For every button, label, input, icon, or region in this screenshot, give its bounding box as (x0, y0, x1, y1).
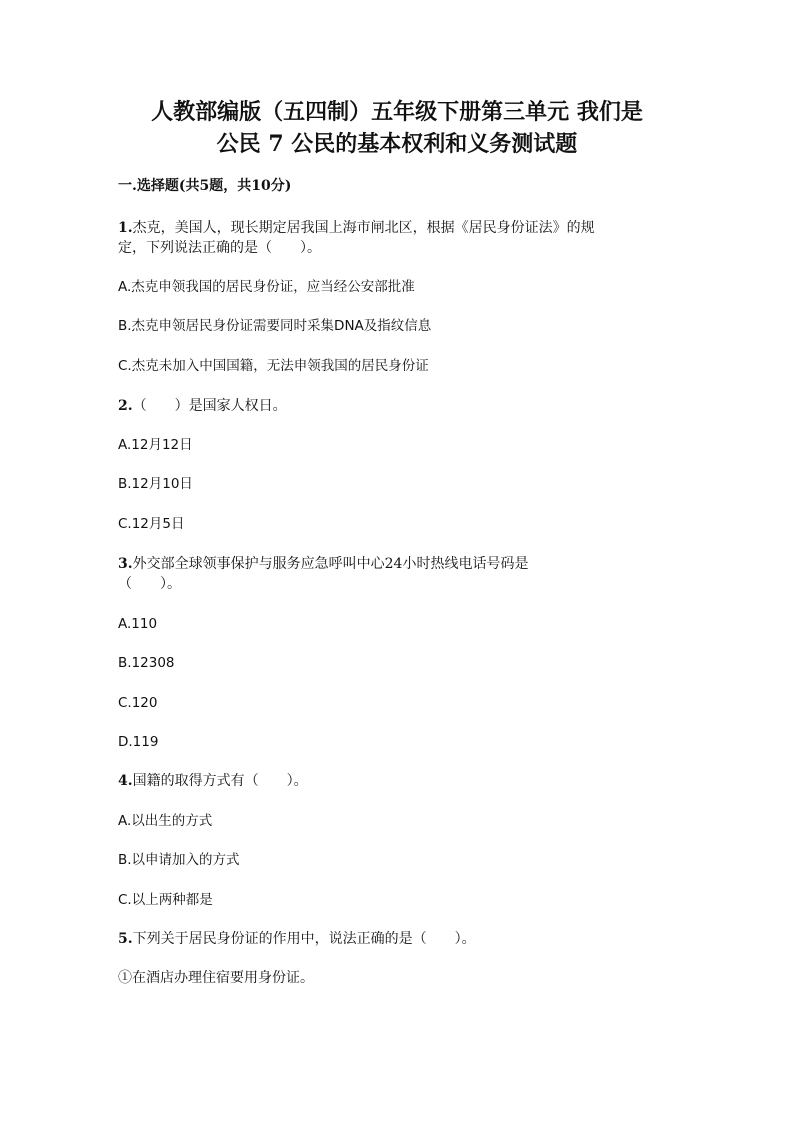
question-5-text: 下列关于居民身份证的作用中，说法正确的是（ ）。 (132, 931, 476, 947)
document-title-line-2: 公民 7 公民的基本权利和义务测试题 (216, 131, 578, 157)
question-3-text: 外交部全球领事保护与服务应急呼叫中心24小时热线电话号码是 (132, 556, 529, 572)
question-2-option-c: C.12月5日 (118, 516, 185, 532)
question-1-number: 1. (118, 220, 133, 236)
question-3-stem-line-1 (118, 554, 528, 574)
question-5-number: 5. (118, 931, 133, 947)
question-4-text: 国籍的取得方式有（ ）。 (132, 773, 308, 789)
question-2-option-a: A.12月12日 (118, 437, 193, 453)
question-1-text: 杰克，美国人，现长期定居我国上海市闸北区，根据《居民身份证法》的规 (132, 220, 595, 236)
question-1-option-b: B.杰克申领居民身份证需要同时采集DNA及指纹信息 (118, 318, 432, 334)
question-1-stem-line-1 (118, 218, 595, 238)
question-4-option-a: A.以出生的方式 (118, 813, 213, 829)
question-3-option-d: D.119 (118, 734, 159, 750)
question-3-option-b: B.12308 (118, 655, 175, 671)
question-4-option-b: B.以申请加入的方式 (118, 852, 240, 868)
question-4-number: 4. (118, 773, 133, 789)
document-title-line-1: 人教部编版（五四制）五年级下册第三单元 我们是 (151, 99, 643, 125)
question-3-option-a: A.110 (118, 616, 158, 632)
question-1-option-a: A.杰克申领我国的居民身份证，应当经公安部批准 (118, 279, 415, 295)
question-2-number: 2. (118, 398, 133, 414)
question-3-stem-line-2: （ ）。 (118, 576, 181, 592)
question-3-option-c: C.120 (118, 695, 158, 711)
question-5-statement-1: ①在酒店办理住宿要用身份证。 (118, 970, 314, 986)
section-heading: 一.选择题(共5题，共10分) (118, 178, 292, 194)
question-2-option-b: B.12月10日 (118, 476, 193, 492)
question-4-stem (118, 771, 308, 791)
question-2-text: （ ）是国家人权日。 (132, 398, 287, 414)
question-2-stem (118, 396, 287, 416)
question-1-option-c: C.杰克未加入中国国籍，无法申领我国的居民身份证 (118, 358, 429, 374)
question-3-number: 3. (118, 556, 133, 572)
question-4-option-c: C.以上两种都是 (118, 892, 213, 908)
question-1-stem-line-2: 定，下列说法正确的是（ ）。 (118, 240, 321, 256)
question-5-stem (118, 929, 476, 949)
